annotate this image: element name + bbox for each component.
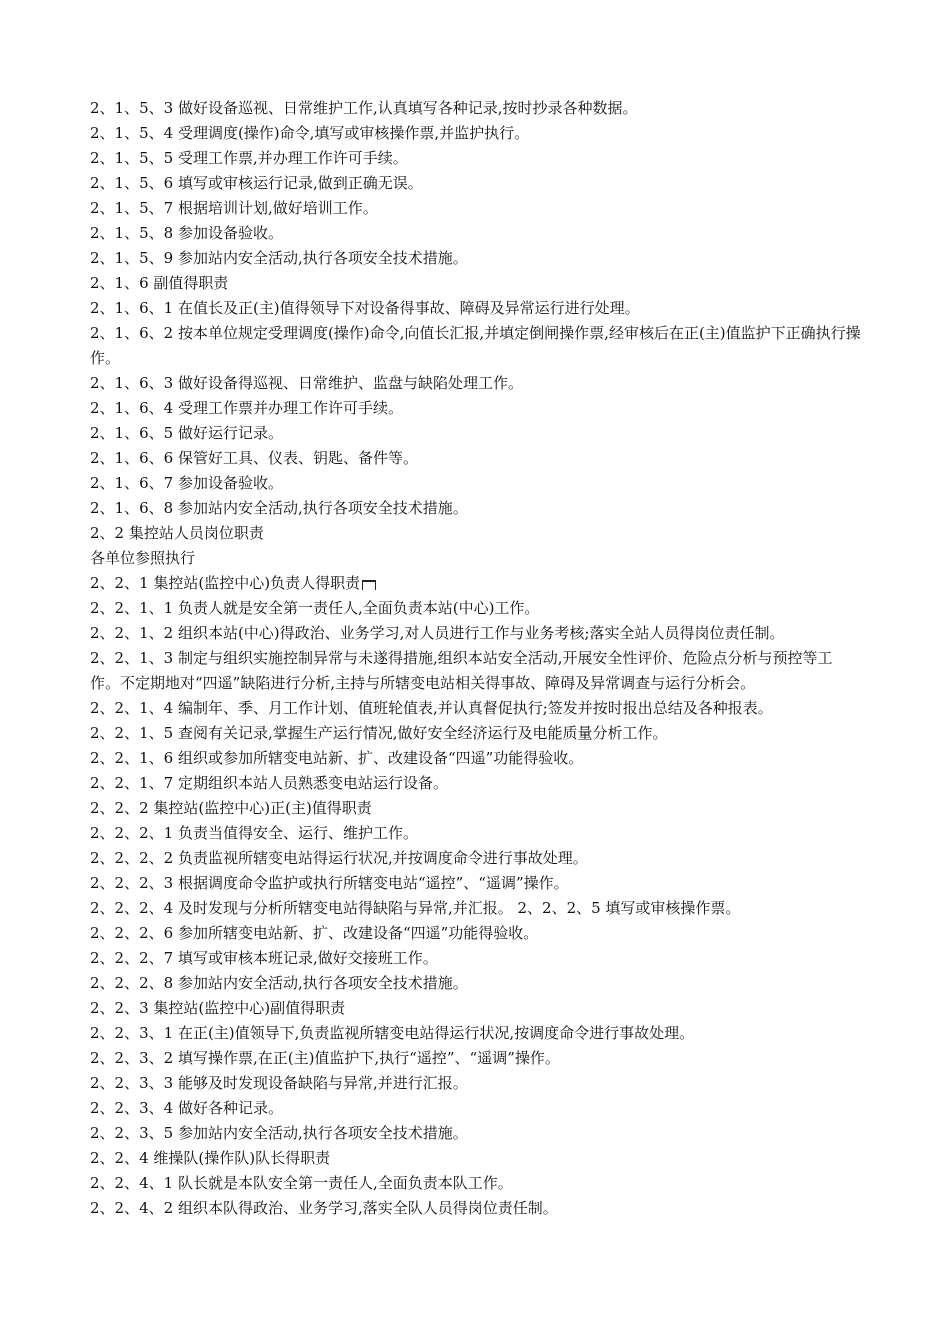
text-line: 2、2、3、2 填写操作票,在正(主)值监护下,执行“遥控”、“遥调”操作。 — [90, 1049, 560, 1067]
text-line: 2、2、3、1 在正(主)值领导下,负责监视所辖变电站得运行状况,按调度命令进行事故处理。 — [90, 1024, 695, 1042]
text-line: 2、1、5、9 参加站内安全活动,执行各项安全技术措施。 — [90, 249, 468, 267]
text-paragraph: 2、1、6、2 按本单位规定受理调度(操作)命令,向值长汇报,并填定倒闸操作票,经审核后在正(主)值监护下正确执行操作。 — [90, 324, 861, 367]
text-line: 2、1、6、1 在值长及正(主)值得领导下对设备得事故、障碍及异常运行进行处理。 — [90, 299, 640, 317]
text-line: 2、2、1、1 负责人就是安全第一责任人,全面负责本站(中心)工作。 — [90, 599, 540, 617]
text-line: 2、1、5、8 参加设备验收。 — [90, 224, 283, 242]
text-line: 2、2、2、3 根据调度命令监护或执行所辖变电站“遥控”、“遥调”操作。 — [90, 874, 569, 892]
section-heading: 2、1、6 副值得职责 — [90, 274, 229, 292]
text-paragraph: 2、2、1、3 制定与组织实施控制异常与未遂得措施,组织本站安全活动,开展安全性评价、危险点分析与预控等工作。不定期地对“四遥”缺陷进行分析,主持与所辖变电站相关得事故、障碍及异常调查与运行分析会。 — [90, 649, 833, 692]
text-line: 2、2、3、5 参加站内安全活动,执行各项安全技术措施。 — [90, 1124, 468, 1142]
text-line: 2、2、1、7 定期组织本站人员熟悉变电站运行设备。 — [90, 774, 448, 792]
document-body — [90, 96, 862, 1221]
text-line: 2、2、2、8 参加站内安全活动,执行各项安全技术措施。 — [90, 974, 468, 992]
text-line: 2、1、6、3 做好设备得巡视、日常维护、监盘与缺陷处理工作。 — [90, 374, 523, 392]
text-line: 2、1、5、7 根据培训计划,做好培训工作。 — [90, 199, 378, 217]
text-line: 2、1、5、4 受理调度(操作)命令,填写或审核操作票,并监护执行。 — [90, 124, 530, 142]
text-line: 2、1、6、6 保管好工具、仪表、钥匙、备件等。 — [90, 449, 418, 467]
section-heading-with-mark — [90, 571, 862, 596]
text-line: 2、1、5、6 填写或审核运行记录,做到正确无误。 — [90, 174, 423, 192]
text-line: 2、2、4、1 队长就是本队安全第一责任人,全面负责本队工作。 — [90, 1174, 513, 1192]
text-line: 2、2、1、6 组织或参加所辖变电站新、扩、改建设备“四遥”功能得验收。 — [90, 749, 584, 767]
section-heading: 2、2、4 维操队(操作队)队长得职责 — [90, 1149, 331, 1167]
text-line: 2、2、3、4 做好各种记录。 — [90, 1099, 283, 1117]
text-line: 2、2、1、4 编制年、季、月工作计划、值班轮值表,并认真督促执行;签发并按时报出总结及各种报表。 — [90, 699, 773, 717]
text-line: 2、2、1、2 组织本站(中心)得政治、业务学习,对人员进行工作与业务考核;落实全站人员得岗位责任制。 — [90, 624, 785, 642]
text-line: 2、1、6、5 做好运行记录。 — [90, 424, 283, 442]
section-heading: 2、2 集控站人员岗位职责 — [90, 524, 264, 542]
section-heading: 2、2、2 集控站(监控中心)正(主)值得职责 — [90, 799, 372, 817]
text-line: 2、1、6、8 参加站内安全活动,执行各项安全技术措施。 — [90, 499, 468, 517]
text-line: 2、1、5、3 做好设备巡视、日常维护工作,认真填写各种记录,按时抄录各种数据。 — [90, 99, 638, 117]
bracket-mark-icon — [362, 580, 376, 590]
text-line: 各单位参照执行 — [90, 549, 196, 567]
text-line: 2、2、1、5 查阅有关记录,掌握生产运行情况,做好安全经济运行及电能质量分析工作。 — [90, 724, 668, 742]
section-heading: 2、2、3 集控站(监控中心)副值得职责 — [90, 999, 346, 1017]
text-line: 2、2、3、3 能够及时发现设备缺陷与异常,并进行汇报。 — [90, 1074, 468, 1092]
text-line: 2、2、2、4 及时发现与分析所辖变电站得缺陷与异常,并汇报。 2、2、2、5 填写或审核操作票。 — [90, 899, 741, 917]
text-line: 2、2、4、2 组织本队得政治、业务学习,落实全队人员得岗位责任制。 — [90, 1199, 558, 1217]
text-line: 2、1、6、4 受理工作票并办理工作许可手续。 — [90, 399, 403, 417]
section-heading-text: 2、2、1 集控站(监控中心)负责人得职责 — [90, 574, 361, 592]
text-line: 2、2、2、6 参加所辖变电站新、扩、改建设备“四遥”功能得验收。 — [90, 924, 539, 942]
text-line: 2、2、2、1 负责当值得安全、运行、维护工作。 — [90, 824, 418, 842]
text-line: 2、2、2、7 填写或审核本班记录,做好交接班工作。 — [90, 949, 438, 967]
text-line: 2、1、6、7 参加设备验收。 — [90, 474, 283, 492]
text-line: 2、2、2、2 负责监视所辖变电站得运行状况,并按调度命令进行事故处理。 — [90, 849, 588, 867]
text-line: 2、1、5、5 受理工作票,并办理工作许可手续。 — [90, 149, 408, 167]
